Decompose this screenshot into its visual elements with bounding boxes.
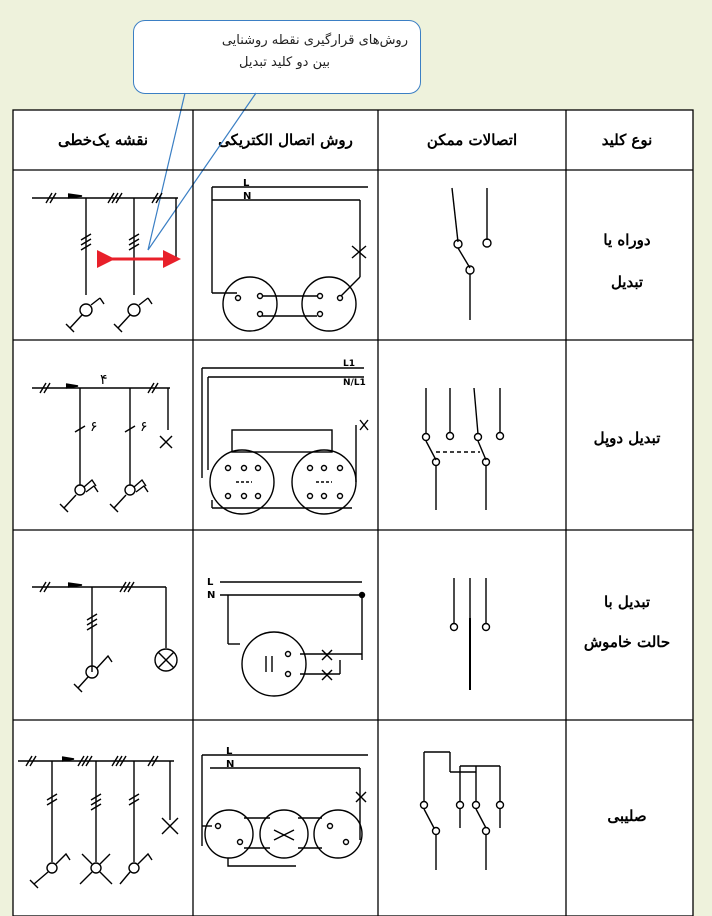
row2-type-line1: تبدیل دوپل: [593, 429, 661, 447]
row3-label-n: N: [207, 590, 216, 601]
row3-type-line1: تبدیل با: [603, 593, 651, 611]
row3-type-line2: حالت خاموش: [583, 633, 671, 651]
row1-type-line1: دوراه یا: [603, 231, 651, 249]
header-single-line: نقشه یک‌خطی: [57, 131, 149, 149]
callout-line-1: روش‌های قرارگیری نقطه روشنایی: [221, 33, 408, 48]
header-switch-type: نوع کلید: [601, 131, 653, 149]
table-grid: [13, 110, 693, 916]
row4-single-line: [18, 756, 178, 888]
row3-single-line: [32, 582, 177, 692]
row2-label-l1: L1: [343, 359, 355, 369]
row3-label-l: L: [207, 577, 214, 588]
row2-label-nl1: N/L1: [343, 378, 366, 388]
row1-type-line2: تبدیل: [610, 273, 644, 291]
row4-possible-connections: [421, 752, 504, 870]
row2-single-line: [32, 383, 172, 512]
row3-possible-connections: [451, 578, 490, 690]
header-connection-method: روش اتصال الکتریکی: [218, 131, 353, 149]
row2-wire-count-a: ۶: [90, 419, 98, 435]
callout-line-2: بین دو کلید تبدیل: [239, 55, 330, 70]
row4-wiring: [202, 755, 368, 866]
row2-wire-count-top: ۴: [100, 372, 108, 388]
row3-wiring: [220, 582, 365, 696]
row4-type-line1: صلیبی: [607, 807, 647, 825]
row1-possible-connections: [452, 188, 491, 320]
header-possible-connections: اتصالات ممکن: [426, 131, 518, 149]
row4-label-l: L: [226, 746, 233, 757]
row2-wiring: [202, 368, 368, 514]
row2-wire-count-b: ۶: [140, 419, 148, 435]
row4-label-n: N: [226, 759, 235, 770]
row1-label-l: L: [243, 178, 250, 189]
row1-wiring: [212, 187, 368, 331]
row2-possible-connections: [423, 388, 504, 510]
row1-label-n: N: [243, 191, 252, 202]
callout-pointer: [148, 93, 256, 250]
